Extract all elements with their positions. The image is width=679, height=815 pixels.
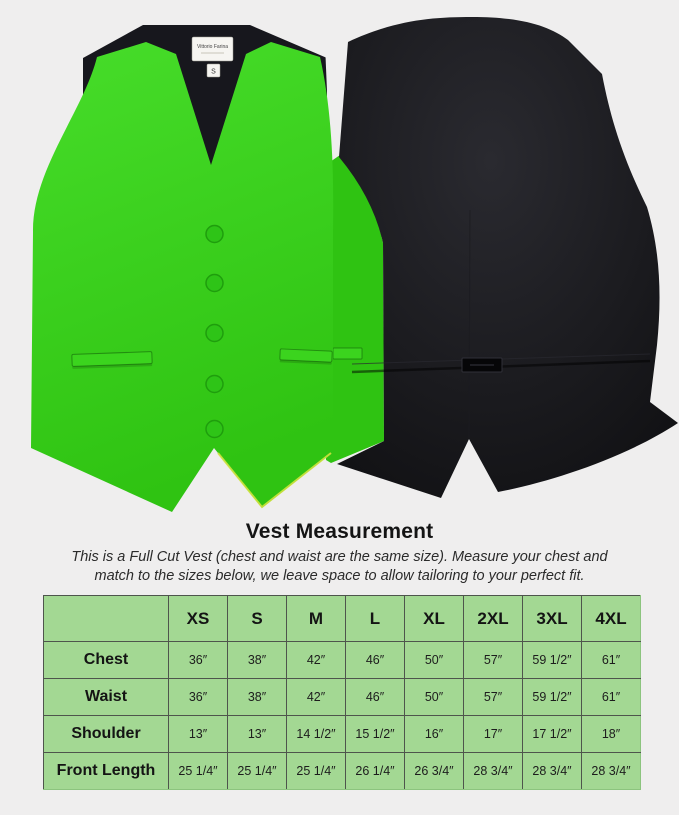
size-value-cell: 42″ [287, 642, 346, 679]
vest-button [206, 376, 223, 393]
size-value-cell: 36″ [169, 679, 228, 716]
size-value-cell: 46″ [346, 642, 405, 679]
size-value-cell: 14 1/2″ [287, 716, 346, 753]
size-chart-table [43, 595, 641, 790]
vest-button [206, 421, 223, 438]
back-vest [337, 17, 678, 498]
front-vest [31, 42, 333, 512]
size-chart-header-row [44, 596, 641, 642]
size-column-header: S [228, 596, 287, 642]
size-value-cell: 13″ [228, 716, 287, 753]
measurement-row-label: Front Length [44, 753, 169, 790]
size-value-cell: 13″ [169, 716, 228, 753]
size-value-cell: 50″ [405, 679, 464, 716]
size-value-cell: 26 3/4″ [405, 753, 464, 790]
size-value-cell: 38″ [228, 642, 287, 679]
size-value-cell: 17 1/2″ [523, 716, 582, 753]
brand-label-text: Vittorio Farina [196, 44, 229, 50]
size-chart-row [44, 753, 641, 790]
size-chart-row [44, 716, 641, 753]
size-value-cell: 16″ [405, 716, 464, 753]
size-value-cell: 57″ [464, 642, 523, 679]
size-column-header: 2XL [464, 596, 523, 642]
size-value-cell: 59 1/2″ [523, 679, 582, 716]
front-pocket-right [280, 349, 333, 365]
size-value-cell: 26 1/4″ [346, 753, 405, 790]
measurement-description [0, 548, 679, 586]
measurement-row-label: Shoulder [44, 716, 169, 753]
vest-button [206, 275, 223, 292]
size-column-header: XS [169, 596, 228, 642]
size-value-cell: 28 3/4″ [523, 753, 582, 790]
size-value-cell: 42″ [287, 679, 346, 716]
size-value-cell: 38″ [228, 679, 287, 716]
overlap-pocket-slit [333, 348, 362, 359]
vest-button [206, 226, 223, 243]
size-column-header: 4XL [582, 596, 641, 642]
size-chart-row [44, 679, 641, 716]
size-value-cell: 25 1/4″ [169, 753, 228, 790]
size-value-cell: 36″ [169, 642, 228, 679]
description-line-2: match to the sizes below, we leave space to allow tailoring to your perfect fit. [94, 568, 585, 584]
size-value-cell: 25 1/4″ [287, 753, 346, 790]
size-value-cell: 15 1/2″ [346, 716, 405, 753]
size-value-cell: 46″ [346, 679, 405, 716]
measurement-row-label: Chest [44, 642, 169, 679]
size-value-cell: 61″ [582, 642, 641, 679]
size-column-header: XL [405, 596, 464, 642]
size-value-cell: 25 1/4″ [228, 753, 287, 790]
back-strap-buckle [462, 358, 502, 372]
measurement-row-label: Waist [44, 679, 169, 716]
size-column-header: M [287, 596, 346, 642]
description-line-1: This is a Full Cut Vest (chest and waist are the same size). Measure your chest and [71, 549, 608, 565]
size-value-cell: 57″ [464, 679, 523, 716]
vest-button [206, 325, 223, 342]
size-value-cell: 28 3/4″ [464, 753, 523, 790]
front-pocket-left [72, 352, 152, 369]
size-tag-text: S [211, 68, 216, 76]
section-title: Vest Measurement [245, 520, 434, 543]
size-value-cell: 50″ [405, 642, 464, 679]
size-chart-row [44, 642, 641, 679]
size-column-header: L [346, 596, 405, 642]
size-tag [207, 64, 220, 77]
size-value-cell: 61″ [582, 679, 641, 716]
size-value-cell: 18″ [582, 716, 641, 753]
size-value-cell: 17″ [464, 716, 523, 753]
corner-cell [44, 596, 169, 642]
size-column-header: 3XL [523, 596, 582, 642]
size-value-cell: 28 3/4″ [582, 753, 641, 790]
size-value-cell: 59 1/2″ [523, 642, 582, 679]
